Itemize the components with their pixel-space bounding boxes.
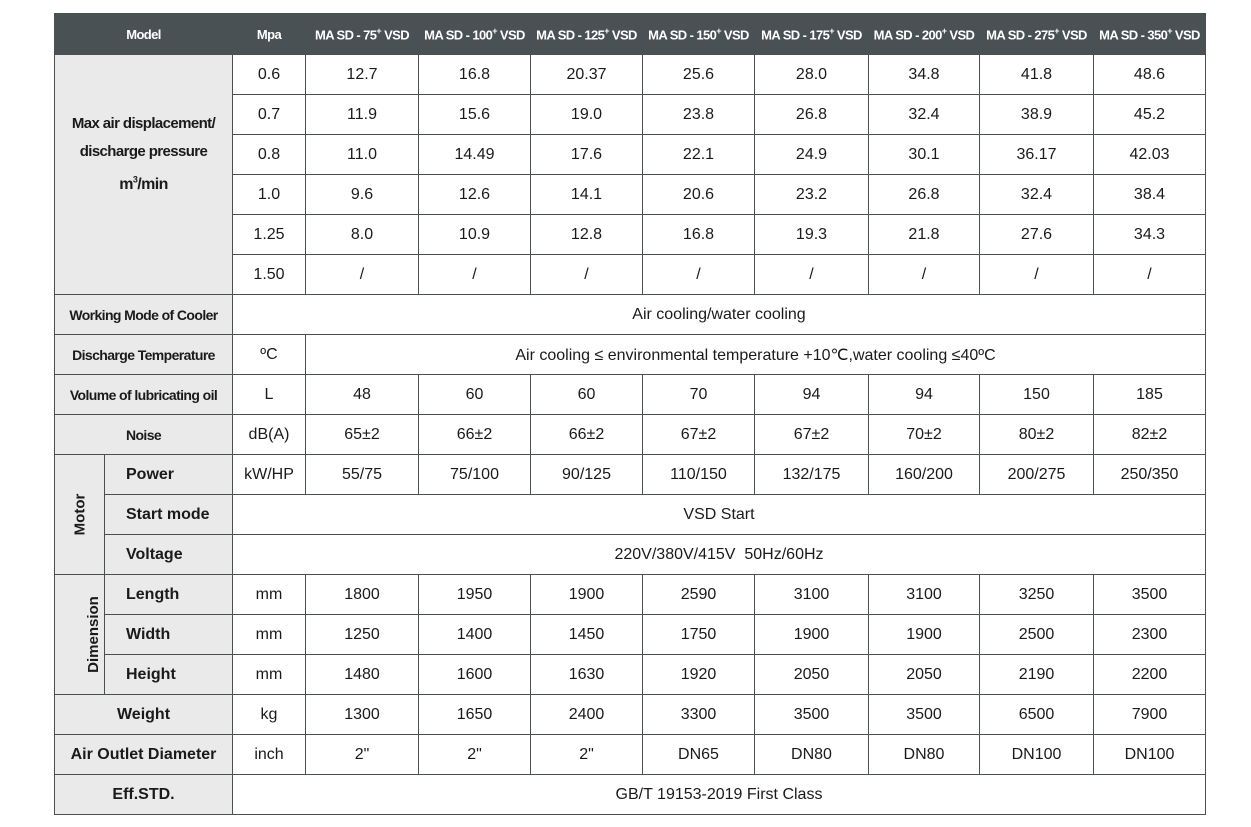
eff-row	[55, 775, 1206, 815]
outlet-value: DN80	[869, 735, 980, 775]
cooler-value: Air cooling/water cooling	[233, 295, 1206, 335]
weight-label: Weight	[55, 695, 233, 735]
weight-row	[55, 695, 1206, 735]
noise-label: Noise	[55, 415, 233, 455]
weight-value: 3500	[869, 695, 980, 735]
model-column-header: MA SD - 75+ VSD	[306, 14, 419, 55]
displacement-value: 14.1	[531, 175, 643, 215]
motor-start-row	[55, 495, 1206, 535]
power-value: 110/150	[643, 455, 755, 495]
length-label: Length	[105, 575, 233, 615]
displacement-value: 26.8	[869, 175, 980, 215]
width-value: 1400	[419, 615, 531, 655]
displacement-value: 26.8	[755, 95, 869, 135]
cooler-label: Working Mode of Cooler	[55, 295, 233, 335]
width-value: 2500	[980, 615, 1094, 655]
cooler-row	[55, 295, 1206, 335]
pressure-value: 0.7	[233, 95, 306, 135]
oil-value: 70	[643, 375, 755, 415]
oil-value: 150	[980, 375, 1094, 415]
displacement-value: 30.1	[869, 135, 980, 175]
discharge-temp-unit: ºC	[233, 335, 306, 375]
displacement-value: 36.17	[980, 135, 1094, 175]
power-label: Power	[105, 455, 233, 495]
displacement-value: 34.8	[869, 55, 980, 95]
height-value: 2050	[869, 655, 980, 695]
dimension-width-row	[55, 615, 1206, 655]
outlet-value: 2"	[419, 735, 531, 775]
outlet-value: DN100	[1094, 735, 1206, 775]
displacement-value: 24.9	[755, 135, 869, 175]
displacement-value: 12.6	[419, 175, 531, 215]
oil-row	[55, 375, 1206, 415]
displacement-value: 23.8	[643, 95, 755, 135]
displacement-value: 25.6	[643, 55, 755, 95]
displacement-row	[55, 55, 1206, 95]
displacement-value: 38.9	[980, 95, 1094, 135]
displacement-value: 32.4	[869, 95, 980, 135]
noise-value: 66±2	[419, 415, 531, 455]
header-row	[55, 14, 1206, 55]
displacement-value: 19.0	[531, 95, 643, 135]
displacement-value: 45.2	[1094, 95, 1206, 135]
start-mode-label: Start mode	[105, 495, 233, 535]
length-value: 3100	[869, 575, 980, 615]
model-column-header: MA SD - 175+ VSD	[755, 14, 869, 55]
dimension-group-label: Dimension	[55, 575, 105, 695]
displacement-value: 20.6	[643, 175, 755, 215]
displacement-value: /	[419, 255, 531, 295]
width-value: 1750	[643, 615, 755, 655]
length-value: 3500	[1094, 575, 1206, 615]
length-value: 1950	[419, 575, 531, 615]
outlet-label: Air Outlet Diameter	[55, 735, 233, 775]
outlet-value: 2"	[306, 735, 419, 775]
weight-value: 3500	[755, 695, 869, 735]
dimension-length-row	[55, 575, 1206, 615]
oil-unit: L	[233, 375, 306, 415]
power-value: 200/275	[980, 455, 1094, 495]
pressure-value: 0.8	[233, 135, 306, 175]
oil-value: 60	[419, 375, 531, 415]
width-label: Width	[105, 615, 233, 655]
displacement-value: /	[980, 255, 1094, 295]
displacement-value: 15.6	[419, 95, 531, 135]
width-value: 2300	[1094, 615, 1206, 655]
pressure-value: 1.50	[233, 255, 306, 295]
noise-value: 67±2	[643, 415, 755, 455]
model-column-header: MA SD - 150+ VSD	[643, 14, 755, 55]
height-label: Height	[105, 655, 233, 695]
displacement-value: 11.0	[306, 135, 419, 175]
height-value: 1600	[419, 655, 531, 695]
power-value: 55/75	[306, 455, 419, 495]
oil-label: Volume of lubricating oil	[55, 375, 233, 415]
motor-power-row	[55, 455, 1206, 495]
displacement-value: 12.8	[531, 215, 643, 255]
displacement-value: 10.9	[419, 215, 531, 255]
noise-value: 66±2	[531, 415, 643, 455]
displacement-value: /	[531, 255, 643, 295]
noise-value: 70±2	[869, 415, 980, 455]
displacement-value: 27.6	[980, 215, 1094, 255]
oil-value: 94	[755, 375, 869, 415]
model-column-header: MA SD - 200+ VSD	[869, 14, 980, 55]
displacement-value: /	[306, 255, 419, 295]
displacement-value: /	[869, 255, 980, 295]
length-value: 1800	[306, 575, 419, 615]
oil-value: 185	[1094, 375, 1206, 415]
power-value: 132/175	[755, 455, 869, 495]
weight-value: 1300	[306, 695, 419, 735]
discharge-temp-row	[55, 335, 1206, 375]
oil-value: 60	[531, 375, 643, 415]
power-value: 75/100	[419, 455, 531, 495]
displacement-value: /	[1094, 255, 1206, 295]
model-header: Model	[55, 14, 233, 55]
height-value: 2050	[755, 655, 869, 695]
oil-value: 94	[869, 375, 980, 415]
noise-value: 80±2	[980, 415, 1094, 455]
displacement-value: /	[755, 255, 869, 295]
width-value: 1900	[755, 615, 869, 655]
displacement-value: /	[643, 255, 755, 295]
pressure-value: 1.25	[233, 215, 306, 255]
model-column-header: MA SD - 350+ VSD	[1094, 14, 1206, 55]
noise-value: 67±2	[755, 415, 869, 455]
model-column-header: MA SD - 125+ VSD	[531, 14, 643, 55]
weight-unit: kg	[233, 695, 306, 735]
dimension-height-row	[55, 655, 1206, 695]
power-unit: kW/HP	[233, 455, 306, 495]
displacement-value: 14.49	[419, 135, 531, 175]
weight-value: 3300	[643, 695, 755, 735]
length-unit: mm	[233, 575, 306, 615]
eff-value: GB/T 19153-2019 First Class	[233, 775, 1206, 815]
displacement-value: 12.7	[306, 55, 419, 95]
weight-value: 6500	[980, 695, 1094, 735]
displacement-label: Max air displacement/ discharge pressure $m^3/\min$	[55, 55, 233, 295]
model-column-header: MA SD - 100+ VSD	[419, 14, 531, 55]
motor-voltage-row	[55, 535, 1206, 575]
displacement-value: 16.8	[643, 215, 755, 255]
displacement-value: 23.2	[755, 175, 869, 215]
outlet-value: DN100	[980, 735, 1094, 775]
displacement-value: 17.6	[531, 135, 643, 175]
start-mode-value: VSD Start	[233, 495, 1206, 535]
displacement-value: 28.0	[755, 55, 869, 95]
pressure-value: 0.6	[233, 55, 306, 95]
displacement-value: 11.9	[306, 95, 419, 135]
outlet-value: 2"	[531, 735, 643, 775]
length-value: 2590	[643, 575, 755, 615]
motor-group-label: Motor	[55, 455, 105, 575]
displacement-value: 19.3	[755, 215, 869, 255]
displacement-value: 34.3	[1094, 215, 1206, 255]
length-value: 3100	[755, 575, 869, 615]
power-value: 90/125	[531, 455, 643, 495]
width-value: 1250	[306, 615, 419, 655]
voltage-value: 220V/380V/415V 50Hz/60Hz	[233, 535, 1206, 575]
length-value: 1900	[531, 575, 643, 615]
displacement-value: 9.6	[306, 175, 419, 215]
eff-label: Eff.STD.	[55, 775, 233, 815]
height-value: 2200	[1094, 655, 1206, 695]
width-value: 1450	[531, 615, 643, 655]
noise-row	[55, 415, 1206, 455]
outlet-value: DN80	[755, 735, 869, 775]
displacement-value: 41.8	[980, 55, 1094, 95]
height-value: 1920	[643, 655, 755, 695]
length-value: 3250	[980, 575, 1094, 615]
discharge-temp-value: Air cooling ≤ environmental temperature +10℃,water cooling ≤40ºC	[306, 335, 1206, 375]
displacement-value: 16.8	[419, 55, 531, 95]
displacement-value: 48.6	[1094, 55, 1206, 95]
voltage-label: Voltage	[105, 535, 233, 575]
pressure-value: 1.0	[233, 175, 306, 215]
noise-value: 82±2	[1094, 415, 1206, 455]
height-unit: mm	[233, 655, 306, 695]
power-value: 160/200	[869, 455, 980, 495]
height-value: 2190	[980, 655, 1094, 695]
power-value: 250/350	[1094, 455, 1206, 495]
displacement-value: 21.8	[869, 215, 980, 255]
displacement-value: 22.1	[643, 135, 755, 175]
model-column-header: MA SD - 275+ VSD	[980, 14, 1094, 55]
weight-value: 7900	[1094, 695, 1206, 735]
weight-value: 2400	[531, 695, 643, 735]
outlet-row	[55, 735, 1206, 775]
height-value: 1630	[531, 655, 643, 695]
noise-value: 65±2	[306, 415, 419, 455]
oil-value: 48	[306, 375, 419, 415]
displacement-value: 20.37	[531, 55, 643, 95]
spec-table	[54, 13, 1206, 815]
displacement-value: 38.4	[1094, 175, 1206, 215]
weight-value: 1650	[419, 695, 531, 735]
displacement-value: 8.0	[306, 215, 419, 255]
unit-header: Mpa	[233, 14, 306, 55]
outlet-value: DN65	[643, 735, 755, 775]
width-value: 1900	[869, 615, 980, 655]
discharge-temp-label: Discharge Temperature	[55, 335, 233, 375]
noise-unit: dB(A)	[233, 415, 306, 455]
displacement-value: 42.03	[1094, 135, 1206, 175]
displacement-value: 32.4	[980, 175, 1094, 215]
width-unit: mm	[233, 615, 306, 655]
height-value: 1480	[306, 655, 419, 695]
outlet-unit: inch	[233, 735, 306, 775]
